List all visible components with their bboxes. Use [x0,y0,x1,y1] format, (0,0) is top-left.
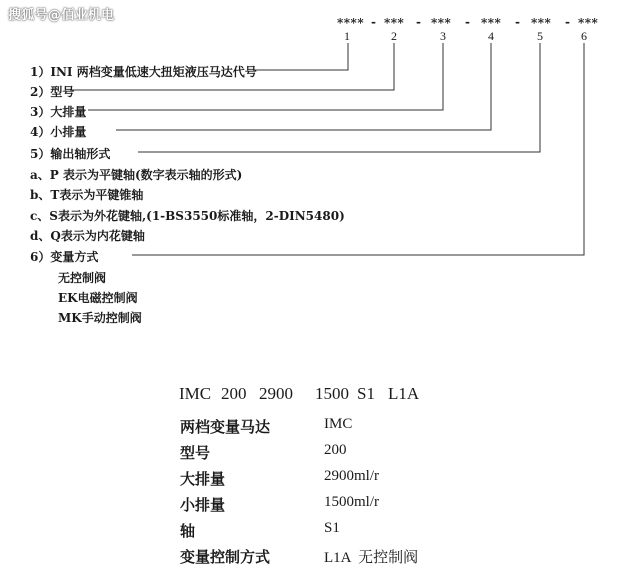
code-part-2: *** [384,16,405,30]
position-number-4: 4 [488,29,494,43]
description-item-4: 4）小排量 [30,125,87,139]
variable-mode-item: 无控制阀 [58,271,107,285]
example-code-part: IMC [179,384,212,403]
code-part-1: **** [337,16,365,30]
description-item-3: 3）大排量 [30,105,87,119]
position-number-1: 1 [344,29,350,43]
example-row-value: 1500ml/r [324,494,379,510]
variable-mode-item: MK手动控制阀 [58,311,142,325]
shaft-option-a: a、P 表示为平键轴(数字表示轴的形式) [30,168,243,182]
example-row-label: 两档变量马达 [180,418,271,436]
example-row-label: 型号 [180,444,211,462]
position-number-5: 5 [537,29,543,43]
example-row-label: 小排量 [180,496,226,514]
example-row-value: L1A 无控制阀 [324,550,419,566]
position-number-6: 6 [581,29,587,43]
leader-line-1 [253,43,348,70]
example-code-part: L1A [388,384,420,403]
code-part-4: *** [481,16,502,30]
shaft-option-d: d、Q表示为内花键轴 [30,229,145,243]
description-item-6: 6）变量方式 [30,250,99,264]
example-code-part: 2900 [259,384,293,403]
code-separator: - [515,15,520,29]
example-code-part: 200 [221,384,247,403]
example-row-value: IMC [324,416,353,432]
example-code-part: 1500 [315,384,349,403]
code-part-6: *** [578,16,599,30]
shaft-option-c: c、S表示为外花键轴,(1-BS3550标准轴，2-DIN5480) [30,209,345,223]
watermark-text: 搜狐号@佰业机电 [8,8,115,23]
shaft-option-b: b、T表示为平键锥轴 [30,188,144,202]
code-separator: - [565,15,570,29]
example-row-value: S1 [324,520,340,536]
leader-line-4 [116,43,491,130]
example-code-part: S1 [357,384,375,403]
code-part-3: *** [431,16,452,30]
leader-line-5 [138,43,540,152]
description-item-2: 2）型号 [30,85,75,99]
description-item-5: 5）输出轴形式 [30,147,111,161]
example-row-label: 轴 [180,522,196,540]
example-row-label: 变量控制方式 [180,548,271,566]
position-number-2: 2 [391,29,397,43]
variable-mode-item: EK电磁控制阀 [58,291,138,305]
position-number-3: 3 [440,29,446,43]
code-separator: - [416,15,421,29]
code-separator: - [465,15,470,29]
code-part-5: *** [531,16,552,30]
example-row-label: 大排量 [180,470,226,488]
example-row-value: 200 [324,442,347,458]
description-item-1: 1）INI 两档变量低速大扭矩液压马达代号 [30,65,257,79]
code-separator: - [371,15,376,29]
example-row-value: 2900ml/r [324,468,379,484]
